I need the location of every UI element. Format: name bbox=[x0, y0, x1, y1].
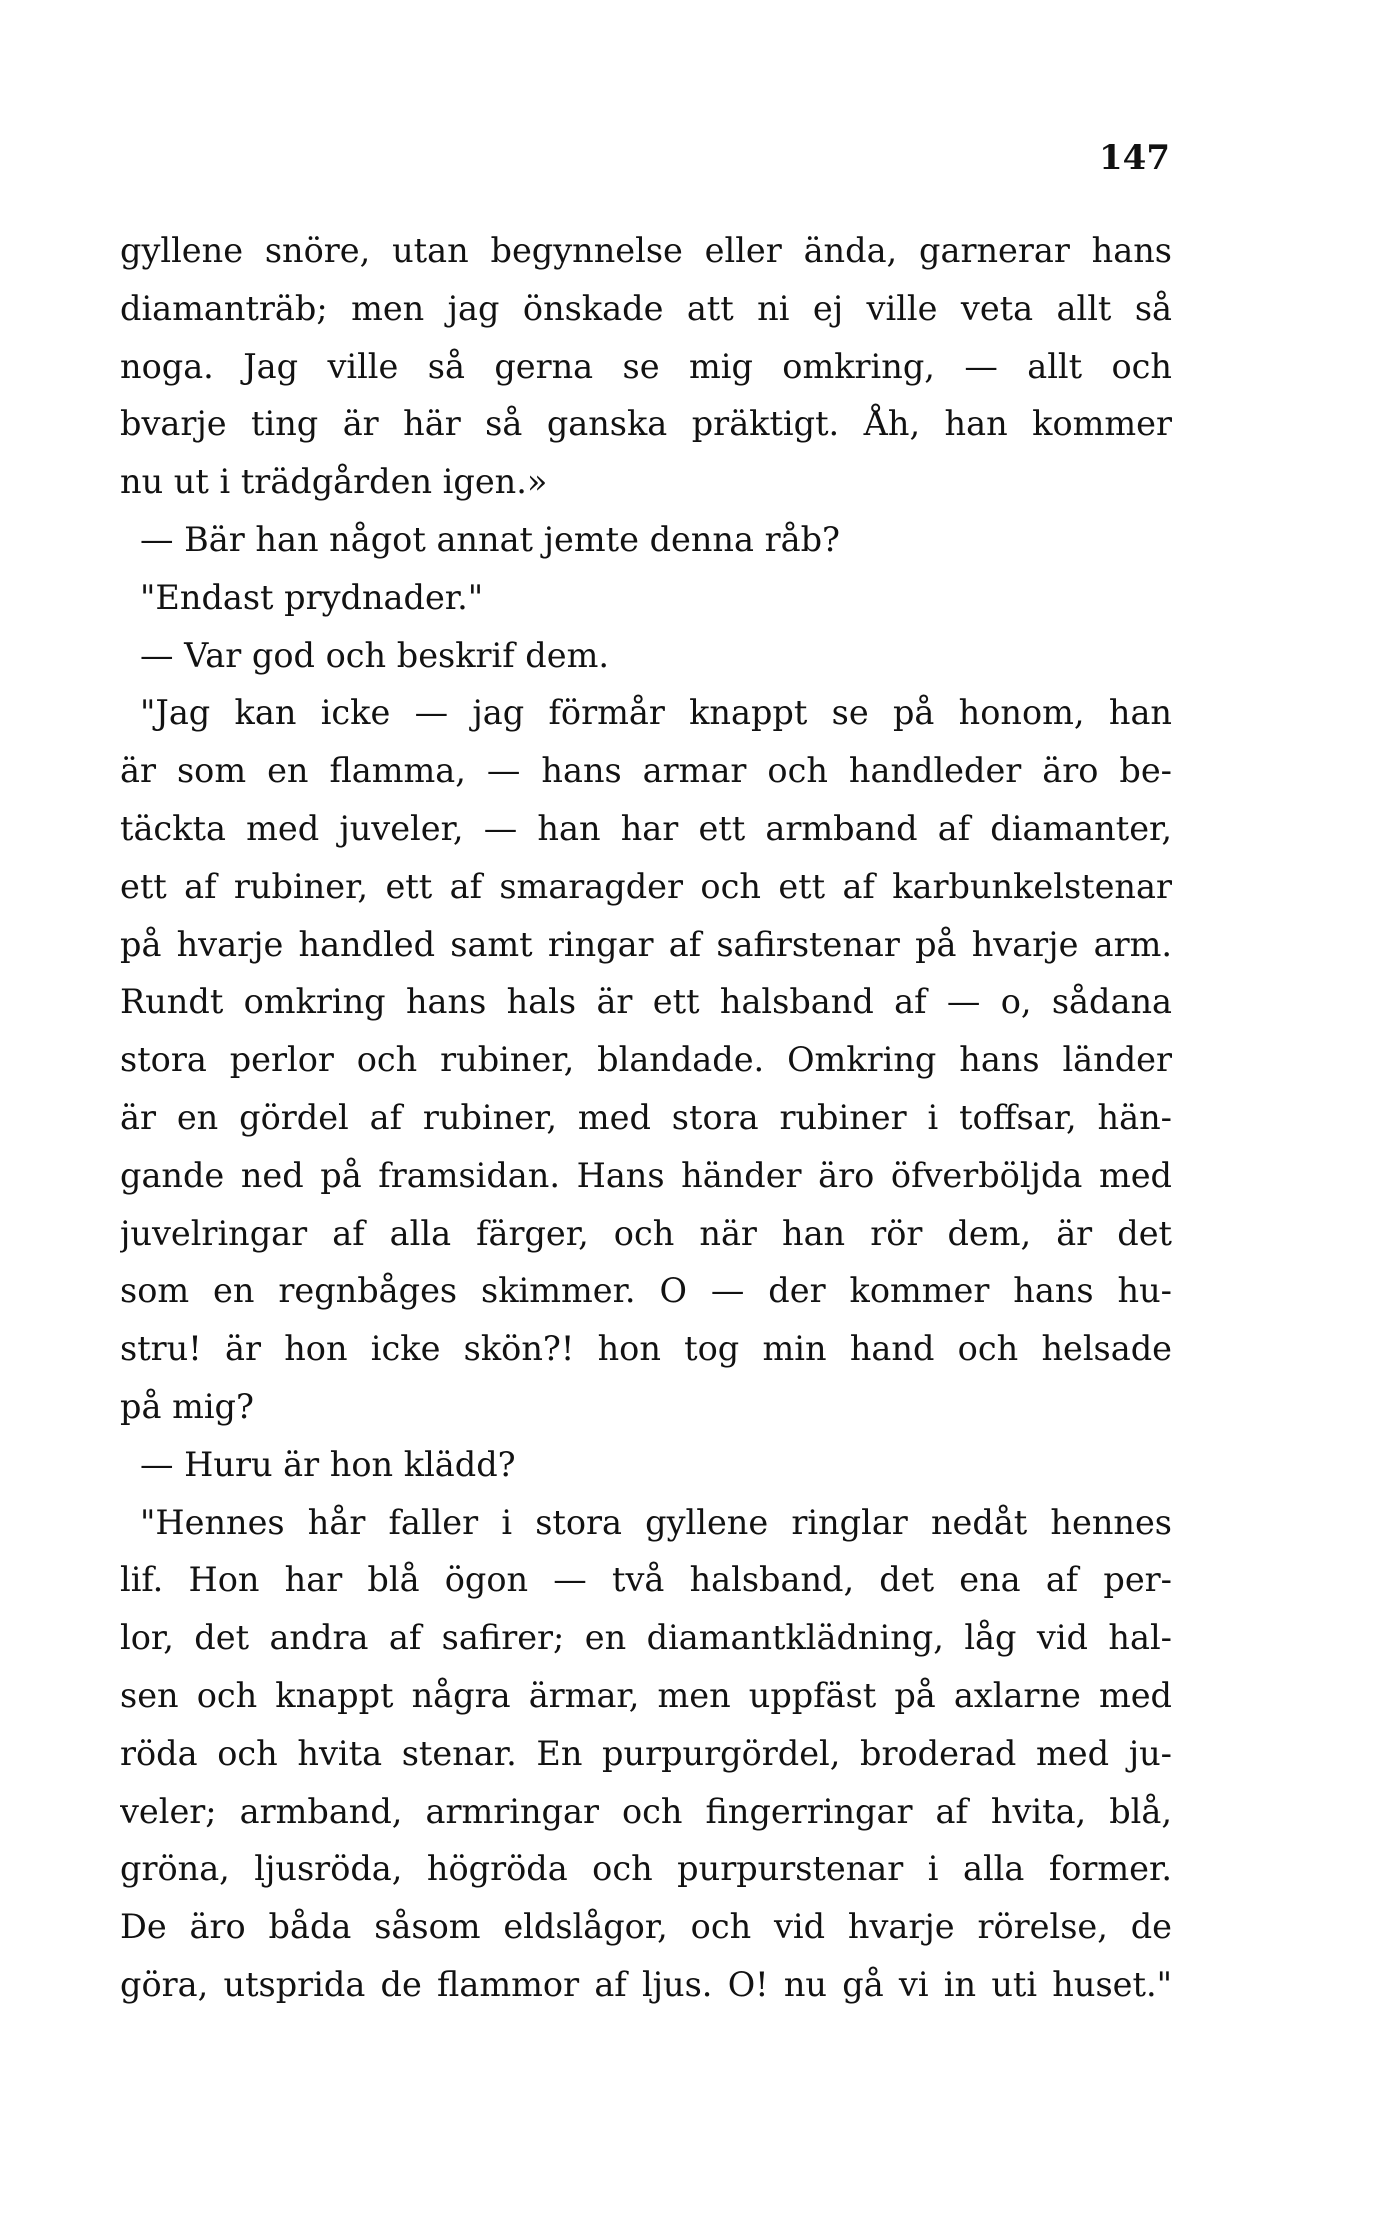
text-line: lif. Hon har blå ögon — två halsband, det ena af per- bbox=[120, 1560, 1172, 1600]
text-line: "Endast prydnader." bbox=[140, 577, 484, 617]
text-line: Rundt omkring hans hals är ett halsband af — o, sådana bbox=[120, 982, 1172, 1022]
text-line: som en regnbåges skimmer. O — der kommer hans hu- bbox=[120, 1271, 1172, 1311]
text-line: "Hennes hår faller i stora gyllene ringlar nedåt hennes bbox=[140, 1502, 1172, 1542]
text-line: gande ned på framsidan. Hans händer äro öfverböljda med bbox=[120, 1155, 1172, 1195]
text-line: stru! är hon icke skön?! hon tog min hand och helsade bbox=[120, 1329, 1172, 1369]
text-line: diamanträb; men jag önskade att ni ej ville veta allt så bbox=[120, 288, 1172, 328]
text-line: "Jag kan icke — jag förmår knappt se på honom, han bbox=[140, 693, 1172, 733]
text-line: veler; armband, armringar och fingerringar af hvita, blå, bbox=[120, 1791, 1172, 1831]
text-line: juvelringar af alla färger, och när han rör dem, är det bbox=[120, 1213, 1172, 1253]
text-line: är en gördel af rubiner, med stora rubiner i toffsar, hän- bbox=[120, 1097, 1172, 1137]
text-line: sen och knappt några ärmar, men uppfäst på axlarne med bbox=[120, 1675, 1172, 1715]
text-line: på mig? bbox=[120, 1386, 254, 1426]
text-line: — Var god och beskrif dem. bbox=[140, 635, 609, 675]
text-line: gröna, ljusröda, högröda och purpurstenar i alla former. bbox=[120, 1849, 1172, 1889]
text-line: nu ut i trädgården igen.» bbox=[120, 462, 548, 502]
text-line: De äro båda såsom eldslågor, och vid hvarje rörelse, de bbox=[120, 1907, 1172, 1947]
body-text bbox=[120, 222, 1172, 2014]
text-line: stora perlor och rubiner, blandade. Omkring hans länder bbox=[120, 1040, 1172, 1080]
text-line: röda och hvita stenar. En purpurgördel, broderad med ju- bbox=[120, 1733, 1172, 1773]
text-line: bvarje ting är här så ganska präktigt. Åh, han kommer bbox=[120, 404, 1172, 444]
text-line: göra, utsprida de flammor af ljus. O! nu gå vi in uti huset." bbox=[120, 1964, 1172, 2004]
text-line: lor, det andra af safirer; en diamantklädning, låg vid hal- bbox=[120, 1618, 1172, 1658]
text-line: på hvarje handled samt ringar af safirstenar på hvarje arm. bbox=[120, 924, 1172, 964]
text-line: är som en flamma, — hans armar och handleder äro be- bbox=[120, 751, 1172, 791]
text-line: — Huru är hon klädd? bbox=[140, 1444, 516, 1484]
text-line: ett af rubiner, ett af smaragder och ett af karbunkelstenar bbox=[120, 866, 1172, 906]
text-line: — Bär han något annat jemte denna råb? bbox=[140, 519, 840, 559]
text-line: noga. Jag ville så gerna se mig omkring, — allt och bbox=[120, 346, 1172, 386]
text-line: gyllene snöre, utan begynnelse eller ända, garnerar hans bbox=[120, 231, 1172, 270]
text-line: täckta med juveler, — han har ett armband af diamanter, bbox=[120, 808, 1172, 848]
page-number: 147 bbox=[1099, 138, 1170, 178]
